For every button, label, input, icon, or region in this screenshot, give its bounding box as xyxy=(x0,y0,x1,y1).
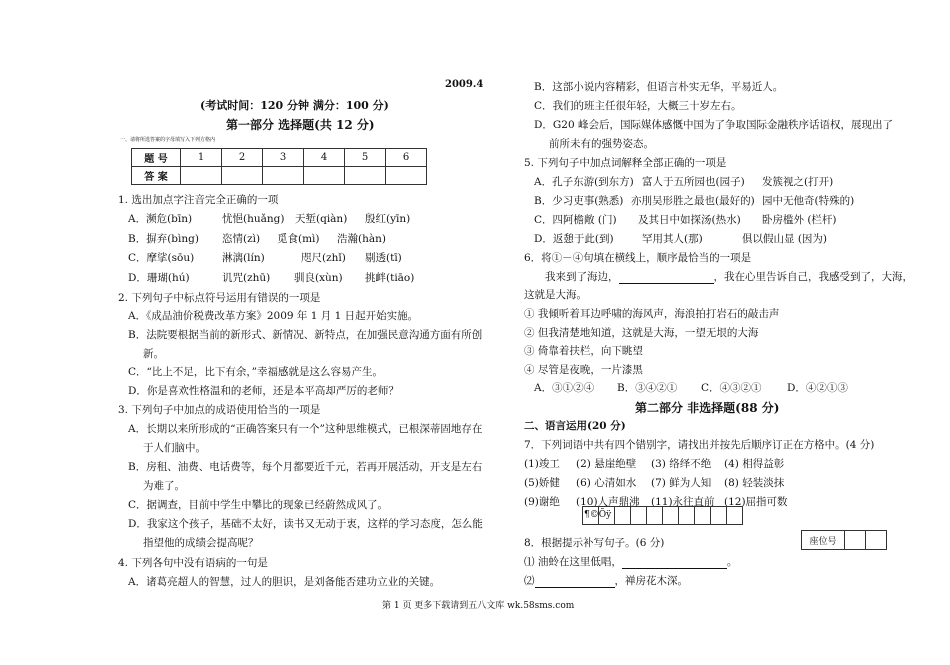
q2-option: B．法院要根据当前的新形式、新情况、新特点，在加强民意沟通方面有所创 xyxy=(128,329,483,341)
seat-label: 座位号 xyxy=(802,531,845,550)
q4-option: A．诸葛亮超人的智慧，过人的胆识，是刘备能否建功立业的关键。 xyxy=(128,576,441,588)
q1-option: 讥咒(zhū) xyxy=(222,272,271,284)
question-8-stem: 8．根据提示补写句子。(6 分) xyxy=(524,537,665,549)
q5-option: 罕用其人(那) xyxy=(642,233,703,245)
exam-date: 2009.4 xyxy=(445,79,484,90)
q6-option: B．③④②① xyxy=(617,382,678,394)
seat-cell[interactable] xyxy=(866,531,887,550)
exam-info: (考试时间：120 分钟 满分：100 分) xyxy=(200,99,389,112)
q8-line2-num: ⑵ xyxy=(524,575,535,587)
q4-option: D．G20 峰会后，国际媒体感慨中国为了争取国际金融秩序话语权，展现出了 xyxy=(534,119,894,131)
q6-passage-end: ，我在心里告诉自己，我感受到了，大海， xyxy=(713,271,913,283)
q7-word: (8) 轻装淡抹 xyxy=(724,477,785,489)
seat-cell[interactable] xyxy=(845,531,866,550)
q8-blank-1[interactable] xyxy=(622,557,727,569)
q2-option: A．《成品油价税费改革方案》2009 年 1 月 1 日起开始实施。 xyxy=(128,310,419,322)
question-4-stem: 4. 下列各句中没有语病的一句是 xyxy=(118,557,268,569)
seat-number-box xyxy=(801,530,887,550)
q3-option-cont: 于人们脑中。 xyxy=(143,442,206,454)
q6-item: ② 但我清楚地知道，这就是大海，一望无垠的大海 xyxy=(524,327,759,339)
table-cell: 4 xyxy=(304,149,345,167)
part1-title: 第一部分 选择题(共 12 分) xyxy=(226,118,375,132)
answer-table-answer-row xyxy=(132,167,427,185)
q5-option: 亦刖吴形胜之最也(最好的) xyxy=(631,195,755,207)
q1-option: 浩瀚(hàn) xyxy=(337,233,386,245)
question-6-stem: 6．将①－④句填在横线上，顺序最恰当的一项是 xyxy=(524,252,752,264)
q3-option: A．长期以来所形成的“正确答案只有一个”这种思维模式，已根深蒂固地存在 xyxy=(128,423,483,435)
q6-item: ① 我倾听着耳边呼啸的海风声，海浪拍打岩石的敲击声 xyxy=(524,308,780,320)
table-cell: 2 xyxy=(222,149,263,167)
q7-word: (4) 相得益彰 xyxy=(724,458,785,470)
grid-cell[interactable] xyxy=(726,506,743,525)
question-5-stem: 5. 下列句子中加点词解释全部正确的一项是 xyxy=(524,157,727,169)
q8-line1-end: 。 xyxy=(726,556,738,568)
q2-option-cont: 新。 xyxy=(143,348,164,360)
q5-option: 卧房槛外 (栏杆) xyxy=(762,214,837,226)
q1-option: 咫尺(zhǐ) xyxy=(301,252,346,264)
q6-passage-start: 我来到了海边， xyxy=(545,271,619,283)
q7-word: (2) 悬崖绝壁 xyxy=(576,458,637,470)
question-2-stem: 2. 下列句子中标点符号运用有错误的一项是 xyxy=(118,292,321,304)
q6-option: A．③①②④ xyxy=(534,382,595,394)
q7-word: (12)屈指可数 xyxy=(724,496,788,508)
q1-option: 忧悒(huǎng) xyxy=(222,213,285,225)
q8-blank-2[interactable] xyxy=(535,576,615,588)
q5-option: C．四阿檐敞 (门) xyxy=(534,214,617,226)
q3-option: C．据调查，目前中学生中攀比的现象已经蔚然成风了。 xyxy=(128,499,389,511)
part2-title: 第二部分 非选择题(88 分) xyxy=(635,401,780,415)
q8-line2-text: ，禅房花木深。 xyxy=(614,575,688,587)
q1-option: 驯良(xùn) xyxy=(294,272,343,284)
answer-cell[interactable] xyxy=(304,167,345,185)
answer-instruction: 一、请将所选答案的字母填写入下列方格内 xyxy=(120,137,216,143)
table-cell: 答 案 xyxy=(132,167,181,185)
q7-word: (3) 络绎不绝 xyxy=(651,458,712,470)
q5-option: 俱以假山显 (因为) xyxy=(742,233,828,245)
q3-option: D．我家这个孩子，基础不太好，读书又无动于衷，这样的学习态度，怎么能 xyxy=(128,518,483,530)
section2-heading: 二、语言运用(20 分) xyxy=(524,420,626,432)
grid-cell[interactable] xyxy=(646,506,663,525)
question-1-stem: 1. 选出加点字注音完全正确的一项 xyxy=(118,194,279,206)
table-cell: 5 xyxy=(345,149,386,167)
q7-word: (7) 鲜为人知 xyxy=(651,477,712,489)
grid-cell[interactable] xyxy=(662,506,679,525)
q6-passage xyxy=(545,269,913,284)
q1-option: 殷红(yīn) xyxy=(365,213,411,225)
grid-cell[interactable] xyxy=(710,506,727,525)
grid-cell[interactable] xyxy=(694,506,711,525)
q2-option: C．“比上不足，比下有余，”幸福感就是这么容易产生。 xyxy=(128,366,384,378)
q5-option: 及其日中如探汤(热水) xyxy=(638,214,741,226)
grid-cell[interactable] xyxy=(614,506,631,525)
q6-item: ④ 尽管是夜晚，一片漆黑 xyxy=(524,364,643,376)
q7-word: (10)人声鼎沸 xyxy=(576,496,640,508)
q1-option: A．濒危(bīn) xyxy=(128,213,193,225)
q5-option: B．少习吏事(熟悉) xyxy=(534,195,624,207)
q1-option: 剔透(tī) xyxy=(365,252,402,264)
q1-option: 挑衅(tiāo) xyxy=(365,272,415,284)
q3-option-cont: 为难了。 xyxy=(143,480,185,492)
question-7-stem: 7．下列词语中共有四个错别字，请找出并按先后顺序订正在方格中。(4 分) xyxy=(524,439,875,451)
table-cell: 1 xyxy=(181,149,222,167)
q8-line-2 xyxy=(524,573,688,588)
q1-option: 恣情(zì) xyxy=(222,233,261,245)
q7-word: (11)永往直前 xyxy=(651,496,715,508)
q1-option: 天堑(qiàn) xyxy=(295,213,348,225)
table-cell: 题 号 xyxy=(132,149,181,167)
q6-option: D．④②①③ xyxy=(787,382,848,394)
answer-cell[interactable] xyxy=(222,167,263,185)
answer-table-header-row xyxy=(132,149,427,167)
q3-option: B．房租、油费、电话费等，每个月都要近千元，若再开展活动，开支是左右 xyxy=(128,461,483,473)
q5-option: D．返憩于此(到) xyxy=(534,233,614,245)
q4-option: C．我们的班主任很年轻，大概三十岁左右。 xyxy=(534,100,742,112)
answer-cell[interactable] xyxy=(345,167,386,185)
q4-option: B．这部小说内容精彩，但语言朴实无华，平易近人。 xyxy=(534,81,784,93)
q6-option: C．④③②① xyxy=(701,382,762,394)
q4-option-cont: 前所未有的强势姿态。 xyxy=(549,138,654,150)
q6-passage-cont: 这就是大海。 xyxy=(524,289,587,301)
q1-option: C．摩挲(sōu) xyxy=(128,252,195,264)
q8-line1-text: ⑴ 油蛉在这里低唱， xyxy=(524,556,622,568)
grid-cell[interactable] xyxy=(678,506,695,525)
q7-word: (5)娇健 xyxy=(524,477,560,489)
table-cell: 6 xyxy=(386,149,427,167)
q1-option: B．摒弃(bìng) xyxy=(128,233,199,245)
q3-option-cont: 指望他的成绩会提高呢？ xyxy=(143,537,259,549)
question-3-stem: 3. 下列句子中加点的成语使用恰当的一项是 xyxy=(118,404,321,416)
q1-option: 觅食(mì) xyxy=(277,233,320,245)
table-cell: 3 xyxy=(263,149,304,167)
page-footer: 第 1 页 更多下载请到五八文库 wk.58sms.com xyxy=(382,601,575,611)
q1-option: 淋漓(lín) xyxy=(222,252,265,264)
q5-option: 富人于五所园也(园子) xyxy=(642,176,745,188)
q1-option: D．珊瑚(hú) xyxy=(128,272,190,284)
q5-option: 发簇视之(打开) xyxy=(762,176,834,188)
q6-blank[interactable] xyxy=(619,272,714,284)
answer-table xyxy=(131,148,427,185)
q7-word: (9)谢绝 xyxy=(524,496,560,508)
q5-option: A．孔子东游(到东方) xyxy=(534,176,634,188)
grid-label: ¶©Õÿ xyxy=(584,510,612,520)
answer-cell[interactable] xyxy=(181,167,222,185)
q7-word: (6) 心清如水 xyxy=(576,477,637,489)
q8-line-1 xyxy=(524,554,737,569)
q7-word: (1)竣工 xyxy=(524,458,560,470)
grid-cell[interactable] xyxy=(630,506,647,525)
answer-cell[interactable] xyxy=(386,167,427,185)
q5-option: 园中无他奇(特殊的) xyxy=(762,195,855,207)
q2-option: D．你是喜欢性格温和的老师，还是本平高却严厉的老师？ xyxy=(128,385,399,397)
answer-cell[interactable] xyxy=(263,167,304,185)
q6-item: ③ 倚靠着扶栏，向下眺望 xyxy=(524,345,643,357)
